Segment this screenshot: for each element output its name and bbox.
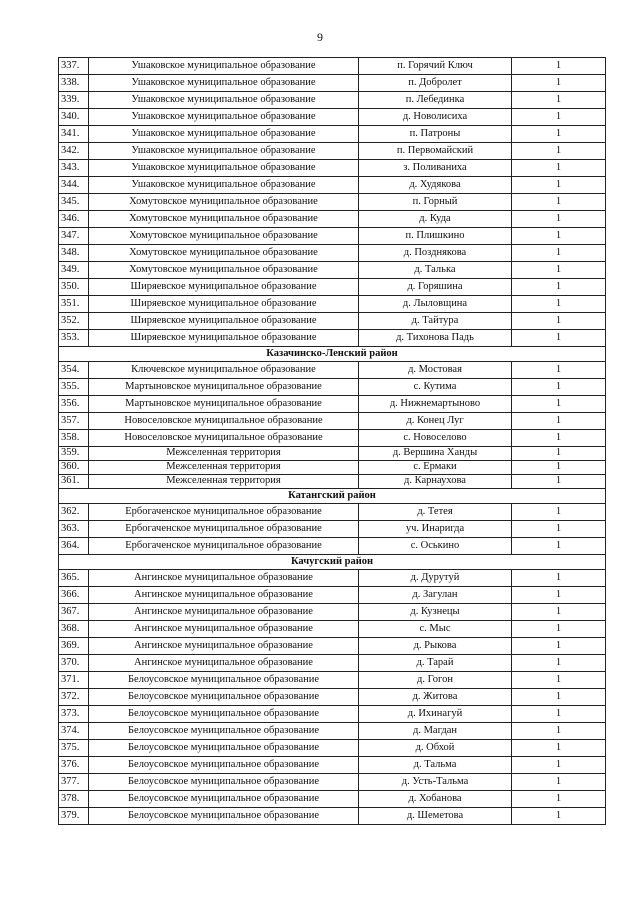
locality-cell: д. Нижнемартыново <box>359 396 512 413</box>
table-row <box>59 723 606 740</box>
locality-cell: д. Конец Луг <box>359 413 512 430</box>
locality-cell: уч. Инаригда <box>359 521 512 538</box>
municipality-cell: Ушаковское муниципальное образование <box>89 160 359 177</box>
municipality-cell: Ангинское муниципальное образование <box>89 587 359 604</box>
municipality-cell: Ангинское муниципальное образование <box>89 604 359 621</box>
municipality-cell: Ангинское муниципальное образование <box>89 638 359 655</box>
table-row <box>59 808 606 825</box>
row-number: 354. <box>59 362 89 379</box>
table-row <box>59 75 606 92</box>
row-number: 360. <box>59 461 89 475</box>
locality-cell: д. Хобанова <box>359 791 512 808</box>
row-number: 337. <box>59 58 89 75</box>
table-row <box>59 791 606 808</box>
count-cell: 1 <box>512 362 606 379</box>
table-row <box>59 109 606 126</box>
table-row <box>59 570 606 587</box>
locality-cell: д. Тетея <box>359 504 512 521</box>
locality-cell: д. Житова <box>359 689 512 706</box>
count-cell: 1 <box>512 379 606 396</box>
locality-cell: п. Добролет <box>359 75 512 92</box>
municipality-cell: Хомутовское муниципальное образование <box>89 262 359 279</box>
table-row <box>59 396 606 413</box>
locality-cell: д. Тихонова Падь <box>359 330 512 347</box>
count-cell: 1 <box>512 177 606 194</box>
count-cell: 1 <box>512 92 606 109</box>
locality-cell: д. Шеметова <box>359 808 512 825</box>
settlements-table <box>58 57 606 825</box>
municipality-cell: Ушаковское муниципальное образование <box>89 58 359 75</box>
table-row <box>59 313 606 330</box>
row-number: 368. <box>59 621 89 638</box>
page-number: 9 <box>317 30 323 44</box>
table-row <box>59 330 606 347</box>
locality-cell: д. Лыловщина <box>359 296 512 313</box>
row-number: 348. <box>59 245 89 262</box>
municipality-cell: Белоусовское муниципальное образование <box>89 689 359 706</box>
table-row <box>59 672 606 689</box>
count-cell: 1 <box>512 521 606 538</box>
row-number: 374. <box>59 723 89 740</box>
municipality-cell: Новоселовское муниципальное образование <box>89 430 359 447</box>
table-row <box>59 194 606 211</box>
municipality-cell: Белоусовское муниципальное образование <box>89 774 359 791</box>
municipality-cell: Ключевское муниципальное образование <box>89 362 359 379</box>
municipality-cell: Ушаковское муниципальное образование <box>89 143 359 160</box>
locality-cell: д. Тальма <box>359 757 512 774</box>
count-cell: 1 <box>512 475 606 489</box>
table-row <box>59 475 606 489</box>
municipality-cell: Белоусовское муниципальное образование <box>89 740 359 757</box>
count-cell: 1 <box>512 330 606 347</box>
locality-cell: п. Плишкино <box>359 228 512 245</box>
municipality-cell: Новоселовское муниципальное образование <box>89 413 359 430</box>
count-cell: 1 <box>512 245 606 262</box>
row-number: 351. <box>59 296 89 313</box>
table-row <box>59 262 606 279</box>
count-cell: 1 <box>512 689 606 706</box>
locality-cell: д. Гогон <box>359 672 512 689</box>
count-cell: 1 <box>512 774 606 791</box>
municipality-cell: Ангинское муниципальное образование <box>89 655 359 672</box>
locality-cell: п. Горный <box>359 194 512 211</box>
locality-cell: д. Мостовая <box>359 362 512 379</box>
table-row <box>59 740 606 757</box>
count-cell: 1 <box>512 740 606 757</box>
locality-cell: д. Позднякова <box>359 245 512 262</box>
locality-cell: д. Обхой <box>359 740 512 757</box>
row-number: 341. <box>59 126 89 143</box>
locality-cell: п. Патроны <box>359 126 512 143</box>
row-number: 342. <box>59 143 89 160</box>
row-number: 373. <box>59 706 89 723</box>
row-number: 362. <box>59 504 89 521</box>
count-cell: 1 <box>512 430 606 447</box>
municipality-cell: Ушаковское муниципальное образование <box>89 126 359 143</box>
table-row <box>59 706 606 723</box>
table-row <box>59 362 606 379</box>
municipality-cell: Ушаковское муниципальное образование <box>89 92 359 109</box>
municipality-cell: Ширяевское муниципальное образование <box>89 330 359 347</box>
locality-cell: с. Ермаки <box>359 461 512 475</box>
district-header-row <box>59 347 606 362</box>
table-row <box>59 638 606 655</box>
row-number: 338. <box>59 75 89 92</box>
district-header-row <box>59 489 606 504</box>
row-number: 357. <box>59 413 89 430</box>
row-number: 349. <box>59 262 89 279</box>
row-number: 353. <box>59 330 89 347</box>
table-row <box>59 504 606 521</box>
municipality-cell: Ербогаченское муниципальное образование <box>89 521 359 538</box>
municipality-cell: Белоусовское муниципальное образование <box>89 808 359 825</box>
municipality-cell: Хомутовское муниципальное образование <box>89 245 359 262</box>
count-cell: 1 <box>512 655 606 672</box>
row-number: 344. <box>59 177 89 194</box>
municipality-cell: Белоусовское муниципальное образование <box>89 723 359 740</box>
municipality-cell: Ушаковское муниципальное образование <box>89 75 359 92</box>
locality-cell: п. Первомайский <box>359 143 512 160</box>
municipality-cell: Хомутовское муниципальное образование <box>89 228 359 245</box>
row-number: 372. <box>59 689 89 706</box>
count-cell: 1 <box>512 791 606 808</box>
locality-cell: д. Новолисиха <box>359 109 512 126</box>
municipality-cell: Ширяевское муниципальное образование <box>89 313 359 330</box>
count-cell: 1 <box>512 279 606 296</box>
locality-cell: д. Ихинагуй <box>359 706 512 723</box>
table-row <box>59 296 606 313</box>
count-cell: 1 <box>512 808 606 825</box>
count-cell: 1 <box>512 570 606 587</box>
row-number: 379. <box>59 808 89 825</box>
settlements-table-body <box>59 58 606 825</box>
district-title: Катангский район <box>59 489 606 504</box>
count-cell: 1 <box>512 296 606 313</box>
locality-cell: п. Лебединка <box>359 92 512 109</box>
municipality-cell: Ангинское муниципальное образование <box>89 621 359 638</box>
table-row <box>59 655 606 672</box>
table-row <box>59 177 606 194</box>
municipality-cell: Хомутовское муниципальное образование <box>89 194 359 211</box>
table-row <box>59 774 606 791</box>
locality-cell: п. Горячий Ключ <box>359 58 512 75</box>
municipality-cell: Мартыновское муниципальное образование <box>89 396 359 413</box>
count-cell: 1 <box>512 313 606 330</box>
row-number: 377. <box>59 774 89 791</box>
count-cell: 1 <box>512 160 606 177</box>
count-cell: 1 <box>512 604 606 621</box>
row-number: 359. <box>59 447 89 461</box>
municipality-cell: Белоусовское муниципальное образование <box>89 791 359 808</box>
locality-cell: з. Поливаниха <box>359 160 512 177</box>
row-number: 363. <box>59 521 89 538</box>
row-number: 358. <box>59 430 89 447</box>
row-number: 343. <box>59 160 89 177</box>
count-cell: 1 <box>512 757 606 774</box>
municipality-cell: Хомутовское муниципальное образование <box>89 211 359 228</box>
count-cell: 1 <box>512 413 606 430</box>
municipality-cell: Ушаковское муниципальное образование <box>89 109 359 126</box>
municipality-cell: Ангинское муниципальное образование <box>89 570 359 587</box>
locality-cell: д. Загулан <box>359 587 512 604</box>
row-number: 370. <box>59 655 89 672</box>
count-cell: 1 <box>512 262 606 279</box>
locality-cell: с. Мыс <box>359 621 512 638</box>
district-title: Казачинско-Ленский район <box>59 347 606 362</box>
table-row <box>59 461 606 475</box>
row-number: 376. <box>59 757 89 774</box>
count-cell: 1 <box>512 672 606 689</box>
table-row <box>59 757 606 774</box>
district-header-row <box>59 555 606 570</box>
table-row <box>59 126 606 143</box>
table-row <box>59 379 606 396</box>
count-cell: 1 <box>512 109 606 126</box>
count-cell: 1 <box>512 706 606 723</box>
municipality-cell: Ширяевское муниципальное образование <box>89 296 359 313</box>
row-number: 345. <box>59 194 89 211</box>
table-row <box>59 604 606 621</box>
count-cell: 1 <box>512 396 606 413</box>
row-number: 365. <box>59 570 89 587</box>
count-cell: 1 <box>512 447 606 461</box>
locality-cell: д. Усть-Тальма <box>359 774 512 791</box>
locality-cell: д. Вершина Ханды <box>359 447 512 461</box>
municipality-cell: Белоусовское муниципальное образование <box>89 672 359 689</box>
municipality-cell: Белоусовское муниципальное образование <box>89 706 359 723</box>
municipality-cell: Ербогаченское муниципальное образование <box>89 538 359 555</box>
table-row <box>59 538 606 555</box>
municipality-cell: Межселенная территория <box>89 461 359 475</box>
row-number: 350. <box>59 279 89 296</box>
locality-cell: д. Кузнецы <box>359 604 512 621</box>
count-cell: 1 <box>512 211 606 228</box>
table-row <box>59 279 606 296</box>
table-row <box>59 621 606 638</box>
locality-cell: д. Тарай <box>359 655 512 672</box>
municipality-cell: Межселенная территория <box>89 475 359 489</box>
row-number: 352. <box>59 313 89 330</box>
table-row <box>59 58 606 75</box>
table-row <box>59 689 606 706</box>
table-row <box>59 521 606 538</box>
locality-cell: д. Магдан <box>359 723 512 740</box>
count-cell: 1 <box>512 126 606 143</box>
locality-cell: д. Карнаухова <box>359 475 512 489</box>
table-row <box>59 92 606 109</box>
count-cell: 1 <box>512 228 606 245</box>
locality-cell: д. Рыкова <box>359 638 512 655</box>
count-cell: 1 <box>512 58 606 75</box>
row-number: 366. <box>59 587 89 604</box>
locality-cell: д. Худякова <box>359 177 512 194</box>
table-row <box>59 143 606 160</box>
locality-cell: д. Горяшина <box>359 279 512 296</box>
locality-cell: с. Кутима <box>359 379 512 396</box>
locality-cell: д. Куда <box>359 211 512 228</box>
row-number: 371. <box>59 672 89 689</box>
locality-cell: д. Талька <box>359 262 512 279</box>
table-row <box>59 413 606 430</box>
count-cell: 1 <box>512 194 606 211</box>
table-row <box>59 430 606 447</box>
row-number: 361. <box>59 475 89 489</box>
row-number: 339. <box>59 92 89 109</box>
row-number: 375. <box>59 740 89 757</box>
table-row <box>59 587 606 604</box>
district-title: Качугский район <box>59 555 606 570</box>
count-cell: 1 <box>512 75 606 92</box>
row-number: 355. <box>59 379 89 396</box>
municipality-cell: Мартыновское муниципальное образование <box>89 379 359 396</box>
row-number: 369. <box>59 638 89 655</box>
row-number: 347. <box>59 228 89 245</box>
row-number: 356. <box>59 396 89 413</box>
table-row <box>59 228 606 245</box>
count-cell: 1 <box>512 504 606 521</box>
table-row <box>59 447 606 461</box>
count-cell: 1 <box>512 538 606 555</box>
count-cell: 1 <box>512 143 606 160</box>
municipality-cell: Ширяевское муниципальное образование <box>89 279 359 296</box>
locality-cell: д. Тайтура <box>359 313 512 330</box>
locality-cell: с. Оськино <box>359 538 512 555</box>
row-number: 367. <box>59 604 89 621</box>
table-row <box>59 160 606 177</box>
row-number: 346. <box>59 211 89 228</box>
municipality-cell: Межселенная территория <box>89 447 359 461</box>
row-number: 340. <box>59 109 89 126</box>
count-cell: 1 <box>512 621 606 638</box>
count-cell: 1 <box>512 461 606 475</box>
municipality-cell: Белоусовское муниципальное образование <box>89 757 359 774</box>
table-row <box>59 211 606 228</box>
locality-cell: д. Дурутуй <box>359 570 512 587</box>
locality-cell: с. Новоселово <box>359 430 512 447</box>
municipality-cell: Ербогаченское муниципальное образование <box>89 504 359 521</box>
table-row <box>59 245 606 262</box>
count-cell: 1 <box>512 587 606 604</box>
count-cell: 1 <box>512 723 606 740</box>
municipality-cell: Ушаковское муниципальное образование <box>89 177 359 194</box>
count-cell: 1 <box>512 638 606 655</box>
row-number: 378. <box>59 791 89 808</box>
row-number: 364. <box>59 538 89 555</box>
